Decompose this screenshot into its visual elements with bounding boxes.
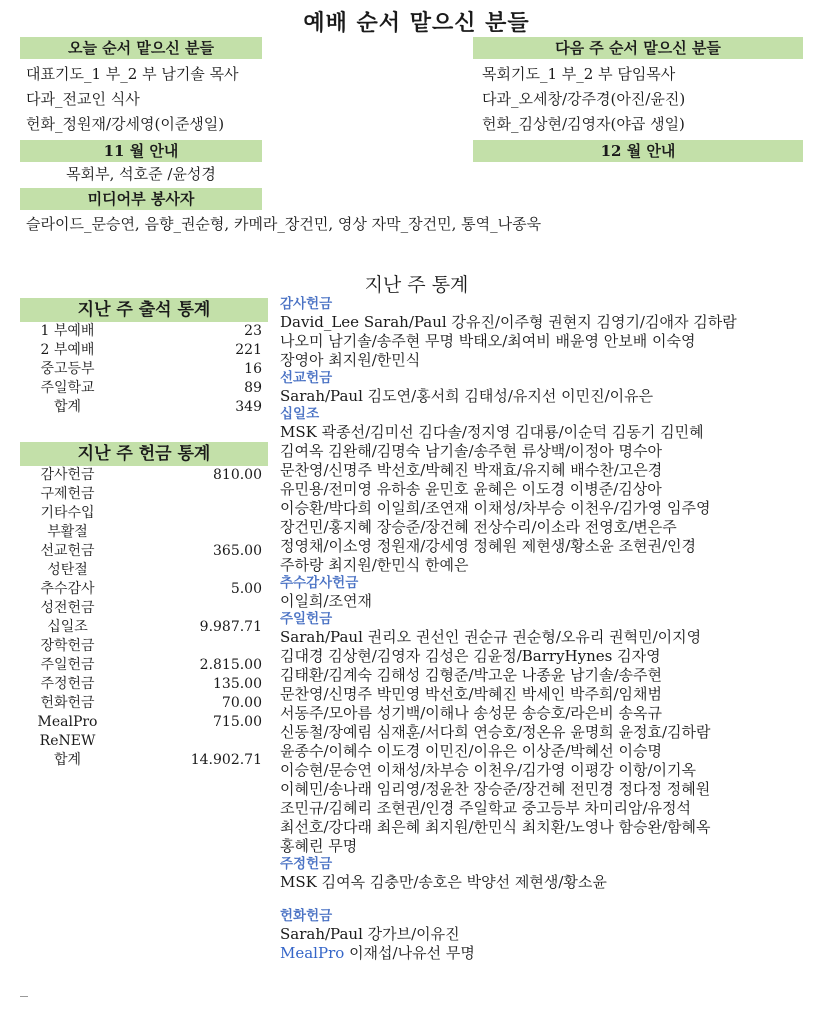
next-week-item: 헌화_김상현/김영자(야곱 생일) bbox=[482, 115, 685, 133]
stats-value: 9.987.71 bbox=[199, 619, 262, 635]
donor-section bbox=[280, 611, 820, 856]
donor-names-line: Sarah/Paul 권리오 권선인 권순규 권순형/오유리 권혁민/이지영 bbox=[280, 628, 702, 646]
stats-row bbox=[20, 485, 268, 504]
donor-names-line: 신동철/장예림 심재훈/서다희 연승호/정온유 윤명희 윤정효/김하람 bbox=[280, 723, 711, 741]
next-week-header: 다음 주 순서 맡으신 분들 bbox=[473, 37, 803, 59]
stats-value: 810.00 bbox=[213, 467, 262, 483]
donor-names-line: 유민용/전미영 유하송 윤민호 윤혜은 이도경 이병준/김상아 bbox=[280, 480, 662, 498]
stats-value: 70.00 bbox=[221, 695, 262, 711]
offering-table bbox=[20, 442, 268, 770]
stats-label: 주일학교 bbox=[40, 380, 95, 396]
stats-row bbox=[20, 398, 268, 417]
donor-names-line: 김태환/김계숙 김해성 김형준/박고운 나종윤 남기솔/송주현 bbox=[280, 666, 662, 684]
divider bbox=[20, 996, 28, 997]
stats-label: 성전헌금 bbox=[40, 600, 95, 616]
month-dec-header: 12 월 안내 bbox=[473, 140, 803, 162]
stats-row bbox=[20, 504, 268, 523]
donor-names-line: 김대경 김상현/김영자 김성은 김윤정/BarryHynes 김자영 bbox=[280, 647, 661, 665]
donor-names-line: 장건민/홍지혜 장승준/장건혜 전상수리/이소라 전영호/변은주 bbox=[280, 518, 677, 536]
stats-label: 십일조 bbox=[47, 619, 88, 635]
next-week-item: 다과_오세창/강주경(아진/윤진) bbox=[482, 90, 686, 108]
donor-names-line: 윤종수/이혜수 이도경 이민진/이유은 이상준/박혜선 이승명 bbox=[280, 742, 662, 760]
stats-row bbox=[20, 751, 268, 770]
stats-label: 추수감사 bbox=[40, 581, 95, 597]
mealpro-line bbox=[280, 944, 820, 963]
donor-names-line: Sarah/Paul 강가브/이유진 bbox=[280, 925, 460, 943]
stats-label: 감사헌금 bbox=[40, 467, 95, 483]
donor-names-line: 문찬영/신명주 박민영 박선호/박혜진 박세인 박주희/임채범 bbox=[280, 685, 662, 703]
donor-section-title: 선교헌금 bbox=[280, 370, 333, 386]
stats-value: 89 bbox=[244, 380, 262, 396]
stats-row bbox=[20, 694, 268, 713]
attendance-header: 지난 주 출석 통계 bbox=[20, 298, 268, 322]
attendance-table bbox=[20, 298, 268, 417]
stats-label: 중고등부 bbox=[40, 361, 95, 377]
donor-names-line: 이승환/박다희 이일희/조연재 이채성/차부승 이천우/김가영 임주영 bbox=[280, 499, 711, 517]
stats-label: 2 부예배 bbox=[40, 342, 95, 358]
donor-list bbox=[280, 296, 820, 963]
donor-names-line: 이승현/문승연 이채성/차부승 이천우/김가영 이평강 이항/이기옥 bbox=[280, 761, 697, 779]
stats-value: 16 bbox=[244, 361, 262, 377]
stats-label: 성탄절 bbox=[47, 562, 88, 578]
stats-row bbox=[20, 561, 268, 580]
month-nov-header: 11 월 안내 bbox=[20, 140, 262, 162]
media-header: 미디어부 봉사자 bbox=[20, 188, 262, 210]
donor-names-line: David_Lee Sarah/Paul 강유진/이주형 권현지 김영기/김애자 김하람 bbox=[280, 313, 737, 331]
donor-section-title: 주일헌금 bbox=[280, 611, 333, 627]
stats-row bbox=[20, 675, 268, 694]
stats-label: 구제헌금 bbox=[40, 486, 95, 502]
donor-names-line: MSK 곽종선/김미선 김다솔/정지영 김대룡/이순덕 김동기 김민혜 bbox=[280, 423, 704, 441]
donor-section bbox=[280, 856, 820, 892]
stats-value: 135.00 bbox=[213, 676, 262, 692]
mealpro-label: MealPro bbox=[280, 944, 345, 962]
donor-names-line: 나오미 남기솔/송주현 무명 박태오/최여비 배윤영 안보배 이숙영 bbox=[280, 332, 696, 350]
stats-title: 지난 주 통계 bbox=[364, 274, 469, 296]
donor-names-line: MSK 김여옥 김충만/송호은 박양선 제현생/황소윤 bbox=[280, 873, 607, 891]
stats-value: 23 bbox=[244, 323, 262, 339]
donor-section-title: 십일조 bbox=[280, 406, 320, 422]
donor-names-line: 정영채/이소영 정원재/강세영 정혜원 제현생/황소윤 조현권/인경 bbox=[280, 537, 697, 555]
donor-section bbox=[280, 406, 820, 575]
stats-row bbox=[20, 656, 268, 675]
stats-value: 5.00 bbox=[230, 581, 262, 597]
stats-value: 715.00 bbox=[213, 714, 262, 730]
stats-label: 주정헌금 bbox=[40, 676, 95, 692]
this-week-item: 다과_전교인 식사 bbox=[26, 90, 140, 108]
donor-section bbox=[280, 908, 820, 944]
this-week-item: 대표기도_1 부_2 부 남기솔 목사 bbox=[26, 65, 239, 83]
donor-names-line: 서동주/모아름 성기백/이해나 송성문 송승호/라은비 송옥규 bbox=[280, 704, 662, 722]
donor-section bbox=[280, 575, 820, 611]
stats-value: 221 bbox=[235, 342, 262, 358]
donor-names-line: 최선호/강다래 최은혜 최지원/한민식 최치환/노영나 함승완/함혜옥 bbox=[280, 818, 711, 836]
donor-section-title: 감사헌금 bbox=[280, 296, 333, 312]
stats-label: 부활절 bbox=[47, 524, 88, 540]
stats-row bbox=[20, 732, 268, 751]
donor-section bbox=[280, 296, 820, 370]
stats-value: 365.00 bbox=[213, 543, 262, 559]
stats-label: 합계 bbox=[53, 752, 82, 768]
stats-value: 14.902.71 bbox=[190, 752, 262, 768]
stats-label: 합계 bbox=[53, 399, 82, 415]
media-text: 슬라이드_문승연, 음향_권순형, 카메라_장건민, 영상 자막_장건민, 통역_나종욱 bbox=[26, 215, 542, 233]
stats-label: 장학헌금 bbox=[40, 638, 95, 654]
stats-label: 헌화헌금 bbox=[40, 695, 95, 711]
donor-names-line: Sarah/Paul 김도연/홍서희 김태성/유지선 이민진/이유은 bbox=[280, 387, 654, 405]
stats-row bbox=[20, 466, 268, 485]
stats-label: 기타수입 bbox=[40, 505, 95, 521]
stats-value: 2.815.00 bbox=[199, 657, 262, 673]
stats-row bbox=[20, 599, 268, 618]
donor-section-title: 추수감사헌금 bbox=[280, 575, 359, 591]
stats-label: 1 부예배 bbox=[40, 323, 95, 339]
donor-section-title: 주정헌금 bbox=[280, 856, 333, 872]
donor-names-line: 주하랑 최지원/한민식 한예은 bbox=[280, 556, 469, 574]
stats-row bbox=[20, 713, 268, 732]
stats-row bbox=[20, 322, 268, 341]
stats-row bbox=[20, 360, 268, 379]
donor-names-line: 이일희/조연재 bbox=[280, 592, 372, 610]
donor-names-line: 문찬영/신명주 박선호/박혜진 박재효/유지혜 배수찬/고은경 bbox=[280, 461, 663, 479]
stats-row bbox=[20, 341, 268, 360]
donor-section bbox=[280, 370, 820, 406]
mealpro-names: 이재섭/나유선 무명 bbox=[349, 944, 475, 962]
stats-label: ReNEW bbox=[39, 733, 96, 749]
next-week-item: 목회기도_1 부_2 부 담임목사 bbox=[482, 65, 676, 83]
stats-row bbox=[20, 618, 268, 637]
donor-names-line: 이혜민/송나래 임리영/정윤찬 장승준/장건혜 전민경 정다정 정혜원 bbox=[280, 780, 711, 798]
donor-names-line: 김여옥 김완해/김명숙 남기솔/송주현 류상백/이정아 명수아 bbox=[280, 442, 662, 460]
month-nov-text: 목회부, 석호준 /윤성경 bbox=[66, 165, 216, 183]
donor-section-title: 헌화헌금 bbox=[280, 908, 333, 924]
stats-label: 선교헌금 bbox=[40, 543, 95, 559]
stats-row bbox=[20, 542, 268, 561]
this-week-item: 헌화_정원재/강세영(이준생일) bbox=[26, 115, 225, 133]
offering-header: 지난 주 헌금 통계 bbox=[20, 442, 268, 466]
stats-row bbox=[20, 379, 268, 398]
stats-row bbox=[20, 523, 268, 542]
this-week-header: 오늘 순서 맡으신 분들 bbox=[20, 37, 262, 59]
stats-row bbox=[20, 637, 268, 656]
stats-label: MealPro bbox=[37, 714, 98, 730]
donor-names-line: 장영아 최지원/한민식 bbox=[280, 351, 421, 369]
donor-names-line: 홍혜린 무명 bbox=[280, 837, 358, 855]
stats-label: 주일헌금 bbox=[40, 657, 95, 673]
donor-names-line: 조민규/김혜리 조현권/인경 주일학교 중고등부 차미리암/유정석 bbox=[280, 799, 691, 817]
page-title: 예배 순서 맡으신 분들 bbox=[303, 10, 530, 36]
stats-value: 349 bbox=[235, 399, 262, 415]
stats-row bbox=[20, 580, 268, 599]
